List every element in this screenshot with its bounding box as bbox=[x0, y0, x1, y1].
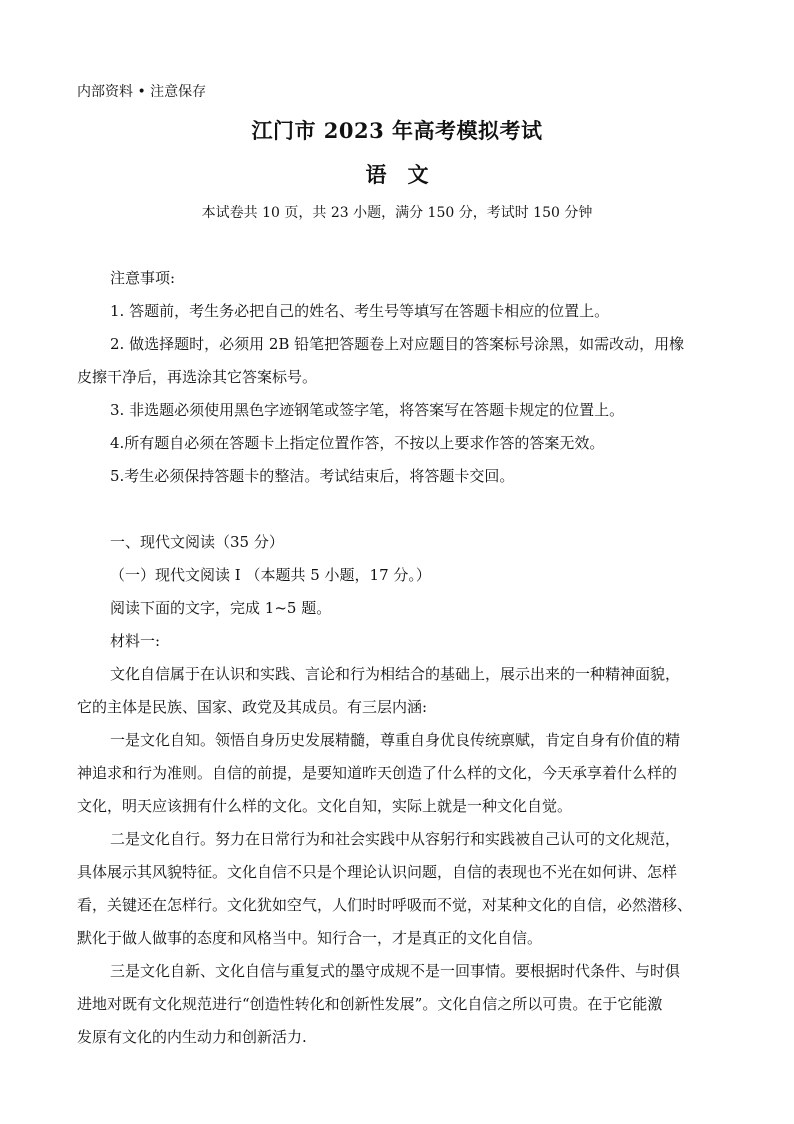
passage-line: 三是文化自新、文化自信与重复式的墨守成规不是一回事情。要根据时代条件、与时俱 bbox=[110, 962, 681, 980]
exam-meta: 本试卷共 10 页，共 23 小题，满分 150 分，考试时 150 分钟 bbox=[201, 205, 593, 221]
passage-line: 一是文化自知。领悟自身历史发展精髓，尊重自身优良传统禀赋，肯定自身有价值的精 bbox=[110, 731, 681, 749]
notice-item: 3. 非选题必须使用黑色字迹钢笔或签字笔，将答案写在答题卡规定的位置上。 bbox=[110, 401, 625, 419]
subject-title: 语 文 bbox=[365, 162, 429, 187]
passage-line: 文化，明天应该拥有什么样的文化。文化自知，实际上就是一种文化自觉。 bbox=[77, 797, 573, 815]
notice-item: 4.所有题自必须在答题卡上指定位置作答，不按以上要求作答的答案无效。 bbox=[110, 434, 605, 452]
notice-heading: 注意事项: bbox=[110, 269, 176, 287]
exam-title: 江门市 2023 年高考模拟考试 bbox=[251, 118, 543, 143]
material-label: 材料一: bbox=[110, 632, 161, 650]
passage-line: 进地对既有文化规范进行“创造性转化和创新性发展”。文化自信之所以可贵。在于它能激 bbox=[77, 995, 663, 1013]
reading-instruction: 阅读下面的文字，完成 1~5 题。 bbox=[110, 599, 332, 617]
notice-item: 5.考生必须保持答题卡的整洁。考试结束后，将答题卡交回。 bbox=[110, 467, 515, 485]
passage-line: 看，关键还在怎样行。文化犹如空气，人们时时呼吸而不觉，对某种文化的自信，必然潜移、 bbox=[77, 896, 693, 914]
section-title: 一、现代文阅读（35 分） bbox=[110, 533, 284, 551]
passage-line: 发原有文化的内生动力和创新活力. bbox=[77, 1028, 307, 1046]
passage-line: 它的主体是民族、国家、政党及其成员。有三层内涵: bbox=[77, 698, 428, 716]
passage-line: 神追求和行为准则。自信的前提，是要知道昨天创造了什么样的文化，今天承享着什么样的 bbox=[77, 764, 678, 782]
notice-item: 皮擦干净后，再选涂其它答案标号。 bbox=[77, 368, 318, 386]
subsection-title: （一）现代文阅读 I （本题共 5 小题，17 分。） bbox=[110, 566, 431, 584]
notice-item: 1. 答题前，考生务必把自己的姓名、考生号等填写在答题卡相应的位置上。 bbox=[110, 302, 610, 320]
passage-line: 具体展示其风貌特征。文化自信不只是个理论认识问题，自信的表现也不光在如何讲、怎样 bbox=[77, 863, 678, 881]
notice-item: 2. 做选择题时，必须用 2B 铅笔把答题卷上对应题目的答案标号涂黑，如需改动，用橡 bbox=[110, 335, 685, 353]
passage-line: 默化于做人做事的态度和风格当中。知行合一，才是真正的文化自信。 bbox=[77, 929, 543, 947]
confidential-note: 内部资料 • 注意保存 bbox=[77, 84, 207, 100]
passage-line: 二是文化自行。努力在日常行为和社会实践中从容躬行和实践被自己认可的文化规范， bbox=[110, 830, 681, 848]
passage-line: 文化自信属于在认识和实践、言论和行为相结合的基础上，展示出来的一种精神面貌， bbox=[110, 665, 681, 683]
